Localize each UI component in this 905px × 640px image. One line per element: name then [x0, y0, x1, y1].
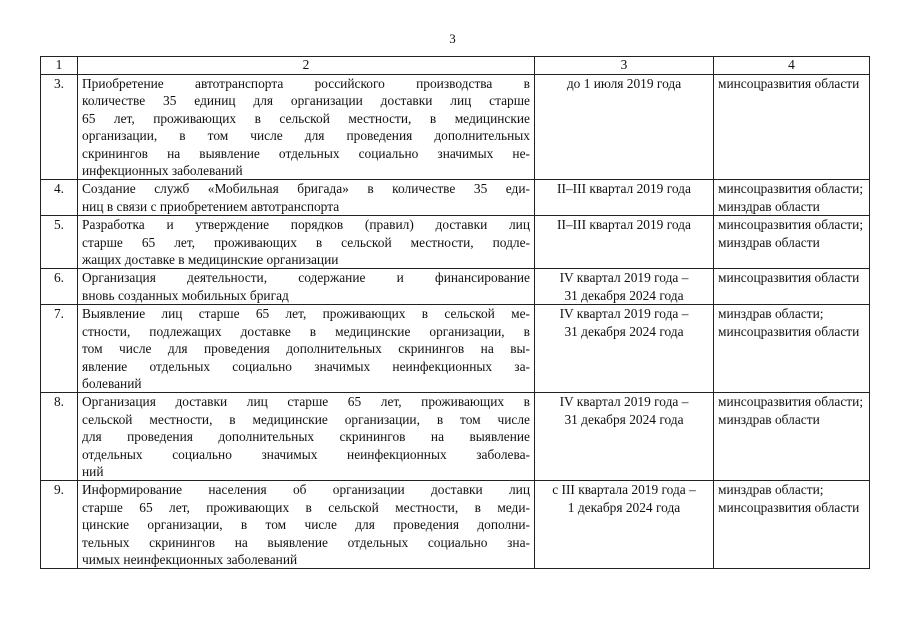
- description-line: сельской местности, в медицинские организации, в том числе: [82, 411, 530, 427]
- responsible-line: минсоцразвития области;: [718, 394, 864, 410]
- header-col-1: 1: [41, 57, 78, 75]
- deadline-line: с III квартала 2019 года –: [552, 482, 696, 498]
- description-line: для проведения дополнительных скринингов на выявление: [82, 429, 530, 445]
- table-row: [41, 393, 870, 481]
- responsible-line: минсоцразвития области: [718, 270, 860, 286]
- row-number: 7.: [41, 305, 78, 393]
- action-plan-table: [40, 56, 870, 569]
- row-number: 5.: [41, 216, 78, 269]
- table-header-row: [41, 57, 870, 75]
- responsible-line: минздрав области;: [718, 482, 824, 498]
- deadline-line: IV квартал 2019 года –: [559, 270, 689, 286]
- description-line: инфекционных заболеваний: [82, 163, 243, 179]
- description-line: отдельных социально значимых неинфекционных заболева-: [82, 446, 530, 462]
- description-line: Организация деятельности, содержание и финансирование: [82, 270, 530, 286]
- description-line: ниц в связи с приобретением автотранспорта: [82, 198, 340, 214]
- table-row: [41, 216, 870, 269]
- description-line: Создание служб «Мобильная бригада» в количестве 35 еди-: [82, 181, 530, 197]
- description-line: тельных скринингов на выявление отдельных социально зна-: [82, 534, 530, 550]
- description-line: болеваний: [82, 375, 142, 391]
- table-row: [41, 75, 870, 180]
- responsible-line: минсоцразвития области: [718, 323, 860, 339]
- measure-description: [78, 305, 535, 393]
- description-line: старше 65 лет, проживающих в сельской местности, подле-: [82, 234, 530, 250]
- deadline-cell: [535, 393, 714, 481]
- deadline-cell: [535, 305, 714, 393]
- row-number: 6.: [41, 269, 78, 305]
- description-line: том числе для проведения дополнительных скринингов на вы-: [82, 341, 530, 357]
- measure-description: [78, 481, 535, 569]
- table-row: [41, 269, 870, 305]
- deadline-cell: [535, 180, 714, 216]
- description-line: жащих доставке в медицинские организации: [82, 252, 339, 268]
- deadline-line: II–III квартал 2019 года: [557, 217, 691, 233]
- row-number: 9.: [41, 481, 78, 569]
- description-line: Выявление лиц старше 65 лет, проживающих в сельской ме-: [82, 306, 530, 322]
- table-row: [41, 481, 870, 569]
- responsible-line: минсоцразвития области;: [718, 181, 864, 197]
- deadline-line: 31 декабря 2024 года: [564, 287, 684, 303]
- deadline-line: IV квартал 2019 года –: [559, 394, 689, 410]
- header-col-3: 3: [535, 57, 714, 75]
- header-col-4: 4: [714, 57, 870, 75]
- measure-description: [78, 216, 535, 269]
- row-number: 3.: [41, 75, 78, 180]
- description-line: организации, в том числе для проведения дополнительных: [82, 128, 530, 144]
- responsible-cell: [714, 481, 870, 569]
- description-line: ний: [82, 463, 104, 479]
- deadline-line: IV квартал 2019 года –: [559, 306, 689, 322]
- responsible-line: минздрав области: [718, 411, 820, 427]
- header-col-2: 2: [78, 57, 535, 75]
- description-line: скринингов на выявление отдельных социально значимых не-: [82, 145, 530, 161]
- row-number: 8.: [41, 393, 78, 481]
- responsible-line: минздрав области: [718, 198, 820, 214]
- measure-description: [78, 180, 535, 216]
- description-line: вновь созданных мобильных бригад: [82, 287, 289, 303]
- deadline-line: до 1 июля 2019 года: [566, 76, 682, 91]
- deadline-cell: [535, 481, 714, 569]
- measure-description: [78, 75, 535, 180]
- page-number: 3: [449, 31, 456, 46]
- table-row: [41, 305, 870, 393]
- description-line: Разработка и утверждение порядков (правил) доставки лиц: [82, 217, 530, 233]
- responsible-line: минсоцразвития области: [718, 499, 860, 515]
- responsible-cell: [714, 269, 870, 305]
- description-line: Информирование населения об организации доставки лиц: [82, 482, 530, 498]
- description-line: 65 лет, проживающих в сельской местности, в медицинские: [82, 110, 530, 126]
- responsible-line: минздрав области: [718, 234, 820, 250]
- responsible-cell: [714, 305, 870, 393]
- description-line: стности, подлежащих доставке в медицинские организации, в: [82, 323, 530, 339]
- responsible-cell: [714, 216, 870, 269]
- responsible-cell: [714, 75, 870, 180]
- deadline-cell: [535, 75, 714, 180]
- deadline-cell: [535, 269, 714, 305]
- responsible-cell: [714, 393, 870, 481]
- responsible-line: минсоцразвития области;: [718, 217, 864, 233]
- deadline-line: 31 декабря 2024 года: [564, 411, 684, 427]
- description-line: цинские организации, в том числе для проведения дополни-: [82, 517, 530, 533]
- deadline-line: 31 декабря 2024 года: [564, 323, 684, 339]
- description-line: старше 65 лет, проживающих в сельской местности, в меди-: [82, 499, 530, 515]
- description-line: количестве 35 единиц для организации доставки лиц старше: [82, 93, 530, 109]
- table-row: [41, 180, 870, 216]
- description-line: чимых неинфекционных заболеваний: [82, 551, 298, 567]
- responsible-line: минсоцразвития области: [718, 76, 860, 91]
- measure-description: [78, 269, 535, 305]
- responsible-line: минздрав области;: [718, 306, 824, 322]
- description-line: Организация доставки лиц старше 65 лет, проживающих в: [82, 394, 530, 410]
- row-number: 4.: [41, 180, 78, 216]
- responsible-cell: [714, 180, 870, 216]
- description-line: Приобретение автотранспорта российского производства в: [82, 76, 530, 91]
- description-line: явление отдельных социально значимых неинфекционных за-: [82, 358, 530, 374]
- deadline-line: II–III квартал 2019 года: [557, 181, 691, 197]
- deadline-cell: [535, 216, 714, 269]
- deadline-line: 1 декабря 2024 года: [567, 499, 681, 515]
- measure-description: [78, 393, 535, 481]
